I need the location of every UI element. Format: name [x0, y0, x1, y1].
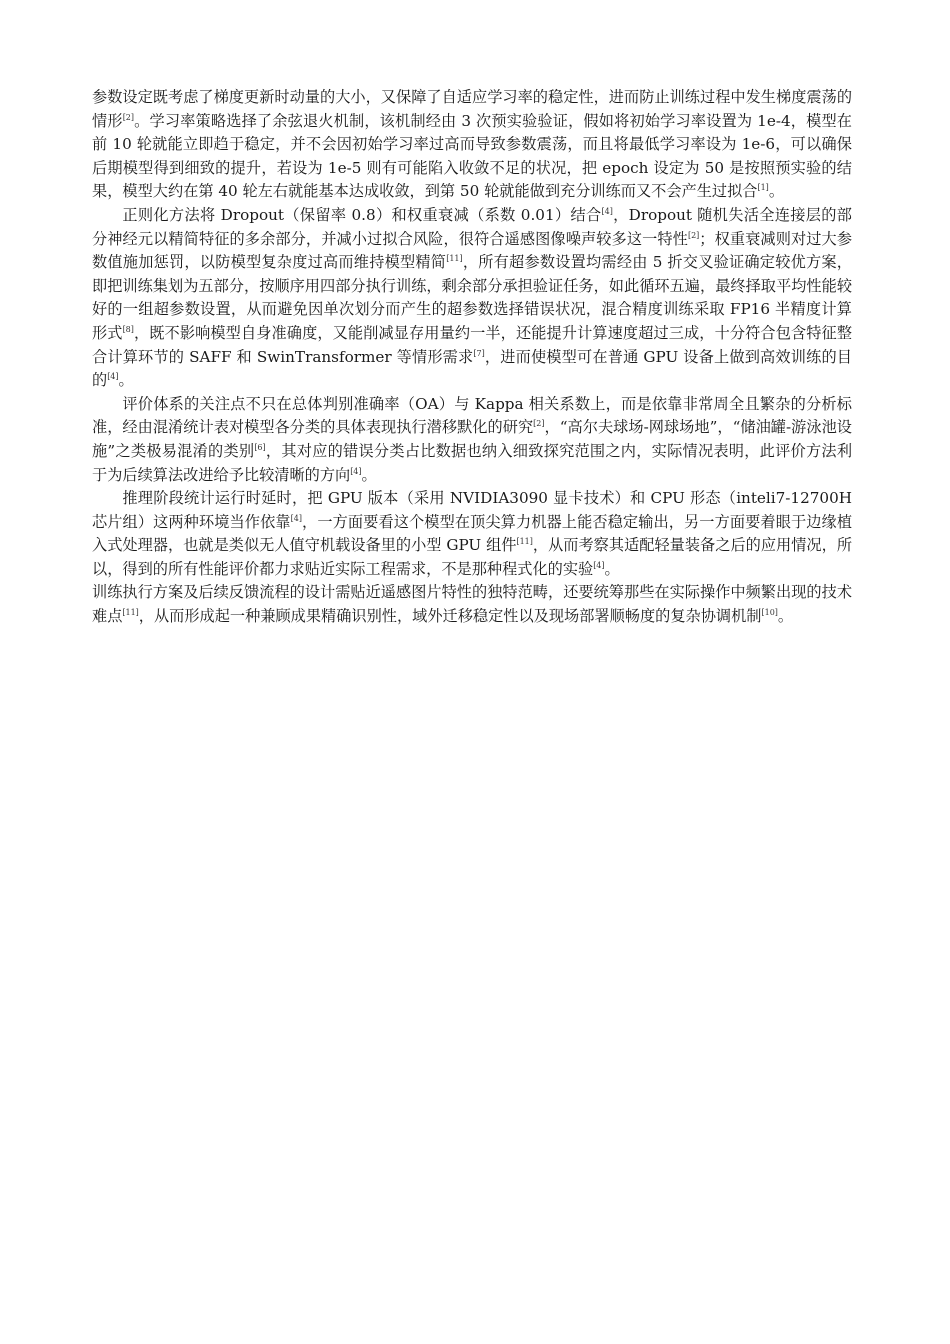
document-body — [92, 86, 852, 629]
citation-marker: [4] — [350, 466, 362, 476]
text-run: 。 — [768, 182, 784, 201]
citation-marker: [1] — [757, 183, 769, 193]
text-run: ，所有超参数设置均需经由 5 折交叉验证确定较优方案，即把训练集划为五部分，按顺序用四部分执行训练，剩余部分承担验证任务，如此循环五遍，最终择取平均性能较好的一组超参数设置，从而避免因单次划分而产生的超参数选择错误状况，混合精度训练采取 FP16 半精度计算形式 — [92, 253, 852, 342]
citation-marker: [11] — [516, 537, 533, 547]
text-run: ，一方面要看这个模型在顶尖算力机器上能否稳定输出，另一方面要着眼于边缘植入式处理器，也就是类似无人值守机载设备里的小型 GPU 组件 — [92, 512, 853, 555]
text-run: 评价体系的关注点不只在总体判别准确率（OA）与 Kappa 相关系数上，而是依靠非常周全且繁杂的分析标准，经由混淆统计表对模型各分类的具体表现执行潜移默化的研究 — [92, 394, 852, 437]
paragraph — [92, 487, 852, 581]
citation-marker: [8] — [122, 324, 134, 334]
citation-marker: [2] — [687, 230, 700, 240]
paragraph — [92, 393, 852, 487]
paragraph — [92, 204, 852, 393]
paragraph — [92, 581, 852, 628]
citation-marker: [11] — [446, 254, 463, 264]
text-run: 推理阶段统计运行时延时，把 GPU 版本（采用 NVIDIA3090 显卡技术）和 CPU 形态（inteli7-12700H 芯片组）这两种环境当作依靠 — [92, 489, 852, 531]
citation-marker: [4] — [593, 560, 605, 570]
text-run: ，进而使模型可在普通 GPU 设备上做到高效训练的目的 — [92, 347, 852, 390]
text-run: 。 — [118, 371, 134, 390]
text-run: 。 — [777, 607, 794, 626]
text-run: ，从而形成起一种兼顾成果精确识别性，域外迁移稳定性以及现场部署顺畅度的复杂协调机制 — [138, 607, 762, 626]
text-run: 训练执行方案及后续反馈流程的设计需贴近遥感图片特性的独特范畴，还要统筹那些在实际操作中频繁出现的技术难点 — [92, 583, 852, 626]
text-run: 。 — [604, 559, 620, 578]
citation-marker: [4] — [290, 513, 302, 523]
text-run: 。 — [361, 465, 377, 484]
text-run: ；权重衰减则对过大参数值施加惩罚，以防模型复杂度过高而维持模型精简 — [92, 229, 853, 272]
text-run: ，“高尔夫球场-网球场地”，“储油罐-游泳池设施”之类极易混淆的类别 — [92, 418, 852, 460]
text-run: ，既不影响模型自身准确度，又能削减显存用量约一半，还能提升计算速度超过三成，十分符合包含特征整合计算环节的 SAFF 和 SwinTransformer 等情形需求 — [92, 323, 853, 366]
text-run: 正则化方法将 Dropout（保留率 0.8）和权重衰减（系数 0.01）结合 — [122, 205, 602, 224]
citation-marker: [4] — [601, 206, 613, 216]
citation-marker: [11] — [122, 608, 139, 617]
citation-marker: [10] — [761, 608, 778, 617]
citation-marker: [6] — [254, 442, 266, 452]
citation-marker: [2] — [533, 419, 545, 429]
text-run: ，Dropout 随机失活全连接层的部分神经元以精简特征的多余部分，并减小过拟合风险，很符合遥感图像噪声较多这一特性 — [92, 205, 852, 248]
citation-marker: [7] — [473, 348, 485, 358]
text-run: 。学习率策略选择了余弦退火机制，该机制经由 3 次预实验验证，假如将初始学习率设置为 1e-4，模型在前 10 轮就能立即趋于稳定，并不会因初始学习率过高而导致参数震荡，而且将最低学习率设为 1e-6，可以确保后期模型得到细致的提升，若设为 1e-5 则有可能陷入收敛不足的状况，把 epoch 设定为 50 是按照预实验的结果，模型大约在第 40 轮左右就能基本达成收敛，到第 50 轮就能做到充分训练而又不会产生过拟合 — [92, 111, 852, 201]
citation-marker: [4] — [107, 372, 119, 382]
citation-marker: [2] — [122, 112, 135, 122]
paragraph — [92, 86, 852, 204]
text-run: ，其对应的错误分类占比数据也纳入细致探究范围之内，实际情况表明，此评价方法利于为后续算法改进给予比较清晰的方向 — [92, 441, 853, 484]
text-run: ，从而考察其适配轻量装备之后的应用情况，所以，得到的所有性能评价都力求贴近实际工程需求，不是那种程式化的实验 — [92, 536, 853, 578]
text-run: 参数设定既考虑了梯度更新时动量的大小，又保障了自适应学习率的稳定性，进而防止训练过程中发生梯度震荡的情形 — [92, 88, 852, 130]
